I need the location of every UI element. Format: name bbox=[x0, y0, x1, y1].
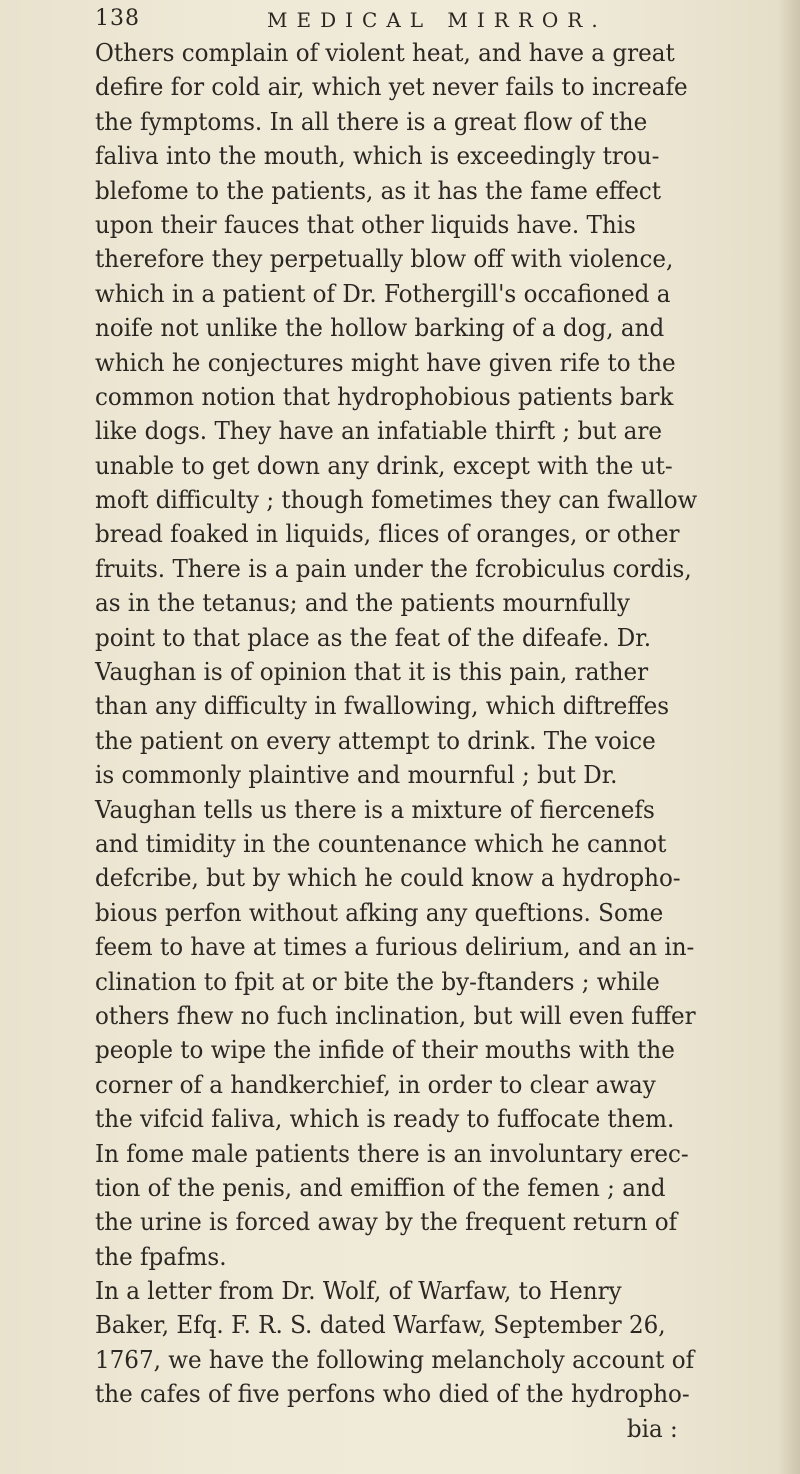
text-line: therefore they perpetually blow off with violence, bbox=[95, 244, 674, 274]
text-line: tion of the penis, and emiffion of the femen ; and bbox=[95, 1172, 666, 1202]
text-line: the fymptoms. In all there is a great flow of the bbox=[95, 106, 648, 136]
text-line: In a letter from Dr. Wolf, of Warfaw, to Henry bbox=[95, 1276, 622, 1306]
text-line: feem to have at times a furious delirium, and an in- bbox=[95, 932, 695, 962]
text-line: unable to get down any drink, except with the ut- bbox=[95, 450, 673, 480]
text-line: Others complain of violent heat, and have a great bbox=[95, 38, 675, 67]
text-line: and timidity in the countenance which he cannot bbox=[95, 828, 667, 858]
text-line: faliva into the mouth, which is exceedingly trou- bbox=[95, 141, 660, 171]
text-line: which in a patient of Dr. Fothergill's occafioned a bbox=[95, 278, 671, 308]
text-line: defire for cold air, which yet never fails to increafe bbox=[95, 72, 688, 102]
text-line: bia : bbox=[626, 1413, 678, 1443]
text-line: clination to fpit at or bite the by-ftanders ; while bbox=[95, 966, 660, 996]
text-line: fruits. There is a pain under the fcrobiculus cordis, bbox=[95, 553, 692, 583]
page-edge-shadow bbox=[778, 0, 800, 1474]
body-text bbox=[95, 36, 744, 1446]
text-line: In fome male patients there is an involuntary erec- bbox=[95, 1138, 689, 1168]
text-line: upon their fauces that other liquids have. This bbox=[95, 209, 636, 239]
text-line: the urine is forced away by the frequent return of bbox=[95, 1207, 678, 1237]
text-line: blefome to the patients, as it has the fame effect bbox=[95, 175, 662, 205]
running-head bbox=[95, 6, 795, 36]
text-line: bread foaked in liquids, flices of oranges, or other bbox=[95, 519, 680, 549]
text-line: moft difficulty ; though fometimes they can fwallow bbox=[95, 485, 698, 515]
text-line: as in the tetanus; and the patients mournfully bbox=[95, 588, 630, 618]
text-line: is commonly plaintive and mournful ; but Dr. bbox=[95, 760, 618, 790]
text-line: Vaughan is of opinion that it is this pain, rather bbox=[95, 657, 649, 687]
text-line: than any difficulty in fwallowing, which diftreffes bbox=[95, 691, 670, 721]
text-line: the fpafms. bbox=[95, 1241, 227, 1271]
text-line: others fhew no fuch inclination, but will even fuffer bbox=[95, 1000, 696, 1030]
text-line: point to that place as the feat of the difeafe. Dr. bbox=[95, 622, 652, 652]
running-title: MEDICAL MIRROR. bbox=[267, 8, 607, 32]
text-line: the patient on every attempt to drink. The voice bbox=[95, 725, 656, 755]
text-line: common notion that hydrophobious patients bark bbox=[95, 381, 674, 411]
text-line: bious perfon without afking any queftions. Some bbox=[95, 897, 664, 927]
text-line: corner of a handkerchief, in order to clear away bbox=[95, 1069, 656, 1099]
text-line: noife not unlike the hollow barking of a dog, and bbox=[95, 313, 665, 343]
text-line: 1767, we have the following melancholy account of bbox=[95, 1344, 695, 1374]
page-number: 138 bbox=[95, 6, 140, 31]
text-line: the vifcid faliva, which is ready to fuffocate them. bbox=[95, 1104, 675, 1134]
text-line: people to wipe the infide of their mouths with the bbox=[95, 1035, 675, 1065]
text-line: Vaughan tells us there is a mixture of fiercenefs bbox=[95, 794, 655, 824]
text-line: like dogs. They have an infatiable thirft ; but are bbox=[95, 416, 663, 446]
text-line: which he conjectures might have given rife to the bbox=[95, 347, 676, 377]
text-line: the cafes of five perfons who died of the hydropho- bbox=[95, 1379, 690, 1409]
text-line: defcribe, but by which he could know a hydropho- bbox=[95, 863, 681, 893]
text-line: Baker, Efq. F. R. S. dated Warfaw, September 26, bbox=[95, 1310, 666, 1340]
